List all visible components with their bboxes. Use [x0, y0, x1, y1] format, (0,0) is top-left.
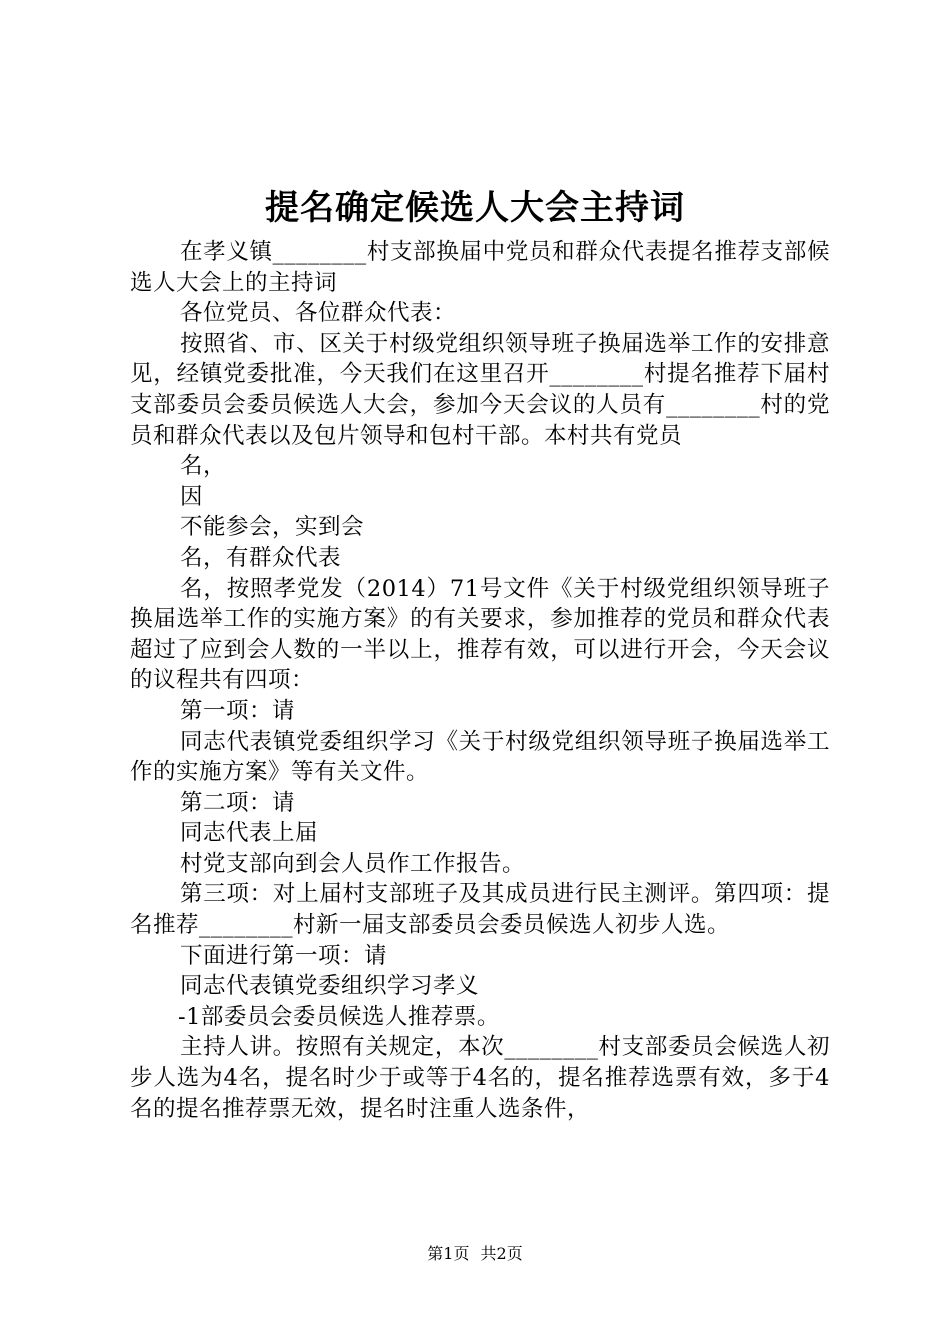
page-number: 第1页	[427, 1244, 470, 1263]
paragraph-items-three-four: 第三项：对上届村支部班子及其成员进行民主测评。第四项：提名推荐________村新一届支部委员会委员候选人初步人选。	[130, 881, 830, 939]
document-title: 提名确定候选人大会主持词	[265, 188, 685, 228]
paragraph-host-speech: 主持人讲。按照有关规定，本次________村支部委员会候选人初步人选为4名，提名时少于或等于4名的，提名推荐选票有效，多于4名的提名推荐票无效，提名时注重人选条件，	[130, 1034, 830, 1122]
paragraph-reason: 因	[180, 483, 204, 510]
paragraph-item-two-report: 村党支部向到会人员作工作报告。	[180, 850, 526, 877]
paragraph-proceed-one: 下面进行第一项：请	[180, 942, 388, 969]
paragraph-ballot: -1部委员会委员候选人推荐票。	[178, 1003, 500, 1030]
paragraph-absent: 不能参会，实到会	[180, 514, 365, 541]
page-total: 共2页	[480, 1244, 523, 1263]
page-footer	[0, 1243, 950, 1265]
paragraph-item-one: 第一项：请	[180, 697, 296, 724]
paragraph-intro: 在孝义镇________村支部换届中党员和群众代表提名推荐支部候选人大会上的主持词	[130, 239, 830, 296]
paragraph-count-members: 名，	[180, 453, 227, 480]
paragraph-item-two: 第二项：请	[180, 789, 296, 816]
paragraph-opening: 按照省、市、区关于村级党组织领导班子换届选举工作的安排意见，经镇党委批准，今天我们在这里召开________村提名推荐下届村支部委员会委员候选人大会，参加今天会议的人员有________村的党员和群众代表以及包片领导和包村干部。本村共有党员	[130, 330, 830, 449]
paragraph-representatives: 名，有群众代表	[180, 544, 342, 571]
document-body	[130, 237, 830, 1124]
paragraph-salutation: 各位党员、各位群众代表：	[180, 300, 457, 327]
paragraph-agenda-intro: 名，按照孝党发（2014）71号文件《关于村级党组织领导班子换届选举工作的实施方案》的有关要求，参加推荐的党员和群众代表超过了应到会人数的一半以上，推荐有效，可以进行开会，今天会议的议程共有四项：	[130, 575, 830, 694]
paragraph-proceed-one-detail: 同志代表镇党委组织学习孝义	[180, 973, 480, 1000]
paragraph-item-two-detail: 同志代表上届	[180, 820, 319, 847]
paragraph-item-one-detail: 同志代表镇党委组织学习《关于村级党组织领导班子换届选举工作的实施方案》等有关文件。	[130, 728, 830, 786]
